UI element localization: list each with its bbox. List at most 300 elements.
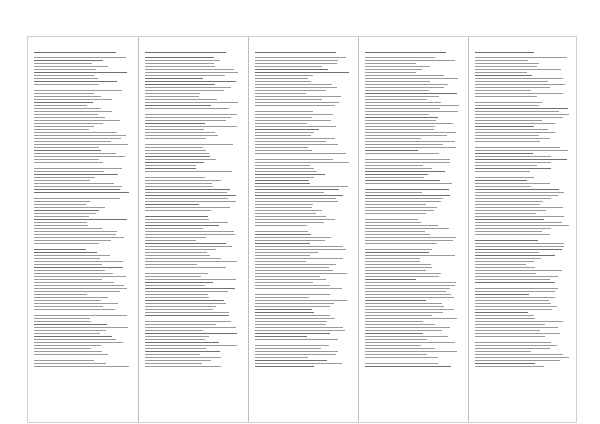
text-line	[255, 216, 326, 217]
text-line	[145, 294, 208, 295]
text-line	[255, 180, 309, 181]
text-line	[255, 342, 315, 343]
text-line	[34, 306, 103, 307]
text-line	[255, 174, 325, 175]
text-line	[475, 120, 542, 121]
text-line	[34, 219, 127, 220]
text-line	[365, 165, 423, 166]
text-line	[145, 102, 238, 103]
text-line	[34, 348, 91, 349]
text-line	[255, 123, 307, 124]
text-line	[145, 147, 203, 148]
text-line	[365, 84, 448, 85]
text-line	[145, 195, 236, 196]
text-line	[34, 282, 114, 283]
text-line	[34, 90, 122, 91]
text-line	[475, 243, 564, 244]
text-line	[145, 90, 224, 91]
text-line	[145, 156, 210, 157]
text-line	[255, 351, 338, 352]
text-line	[255, 189, 339, 190]
text-line	[475, 90, 531, 91]
text-line	[255, 324, 326, 325]
text-line	[145, 354, 200, 355]
text-line	[365, 174, 428, 175]
text-line	[145, 249, 216, 250]
text-line	[475, 282, 555, 283]
text-line	[475, 366, 544, 367]
text-line	[145, 345, 237, 346]
text-line	[475, 93, 563, 94]
text-line	[475, 63, 539, 64]
text-line	[365, 249, 432, 250]
text-line	[255, 147, 308, 148]
text-line	[34, 123, 103, 124]
text-line	[475, 60, 528, 61]
text-line	[475, 225, 569, 226]
text-line	[475, 222, 562, 223]
text-line	[475, 192, 564, 193]
text-line	[255, 57, 346, 58]
text-line	[34, 354, 108, 355]
text-line	[34, 258, 100, 259]
text-line	[255, 252, 318, 253]
text-line	[365, 261, 420, 262]
text-line	[255, 141, 326, 142]
text-line	[365, 162, 450, 163]
text-line	[145, 210, 211, 211]
text-line	[365, 111, 458, 112]
column-1-body-text	[34, 57, 134, 367]
text-line	[475, 357, 569, 358]
text-line	[255, 300, 347, 301]
text-line	[475, 183, 550, 184]
text-line	[34, 135, 126, 136]
text-line	[34, 324, 107, 325]
text-line	[255, 90, 326, 91]
text-line	[145, 183, 212, 184]
text-line	[145, 162, 204, 163]
text-line	[145, 141, 196, 142]
text-line	[34, 336, 112, 337]
text-line	[365, 288, 450, 289]
text-line	[145, 105, 211, 106]
text-line	[255, 72, 349, 73]
text-line	[34, 114, 98, 115]
text-line	[34, 222, 87, 223]
column-1-title	[34, 43, 134, 49]
text-line	[255, 303, 334, 304]
text-line	[34, 144, 128, 145]
text-line	[255, 294, 330, 295]
text-line	[255, 153, 346, 154]
text-line	[255, 249, 346, 250]
text-line	[365, 297, 454, 298]
text-line	[365, 363, 438, 364]
text-line	[365, 333, 423, 334]
text-line	[475, 228, 551, 229]
text-line	[145, 150, 206, 151]
text-line	[365, 156, 423, 157]
text-line	[145, 348, 206, 349]
text-line	[34, 279, 102, 280]
text-line	[255, 84, 332, 85]
text-line	[365, 81, 430, 82]
text-line	[365, 339, 427, 340]
text-line	[475, 87, 550, 88]
text-line	[255, 291, 337, 292]
text-line	[255, 105, 335, 106]
text-line	[475, 264, 526, 265]
text-line	[255, 237, 331, 238]
text-line	[255, 360, 327, 361]
text-line	[475, 219, 544, 220]
column-3-title	[255, 43, 354, 49]
text-line	[365, 366, 451, 367]
text-line	[34, 201, 90, 202]
text-line	[34, 192, 129, 193]
text-line	[255, 159, 333, 160]
text-line	[475, 312, 528, 313]
text-line	[145, 225, 219, 226]
text-line	[475, 114, 569, 115]
text-line	[255, 225, 307, 226]
text-line	[475, 297, 555, 298]
text-line	[365, 120, 436, 121]
text-line	[475, 354, 563, 355]
text-line	[475, 198, 551, 199]
text-line	[34, 75, 94, 76]
text-line	[145, 240, 196, 241]
text-line	[475, 210, 546, 211]
text-line	[475, 123, 555, 124]
text-line	[255, 222, 324, 223]
text-line	[475, 249, 562, 250]
text-line	[145, 114, 237, 115]
text-line	[145, 333, 237, 334]
text-line	[145, 261, 237, 262]
text-line	[255, 348, 321, 349]
text-line	[34, 213, 96, 214]
text-line	[255, 288, 342, 289]
text-line	[34, 93, 94, 94]
text-line	[34, 216, 89, 217]
text-line	[145, 132, 215, 133]
text-line	[475, 129, 548, 130]
text-line	[365, 336, 448, 337]
text-line	[145, 138, 206, 139]
text-line	[475, 57, 567, 58]
text-line	[145, 135, 218, 136]
text-line	[365, 222, 421, 223]
text-line	[255, 366, 314, 367]
text-line	[365, 303, 442, 304]
text-line	[365, 99, 427, 100]
text-line	[145, 321, 231, 322]
text-line	[255, 135, 311, 136]
text-line	[34, 99, 112, 100]
text-line	[255, 258, 343, 259]
text-line	[145, 342, 219, 343]
text-line	[475, 330, 540, 331]
text-line	[475, 189, 559, 190]
text-line	[255, 318, 335, 319]
text-line	[145, 306, 216, 307]
text-line	[145, 84, 215, 85]
text-line	[255, 132, 314, 133]
text-line	[475, 270, 562, 271]
text-line	[365, 237, 456, 238]
text-line	[34, 165, 127, 166]
text-line	[365, 351, 457, 352]
column-3-title-underline	[255, 52, 336, 53]
text-line	[145, 270, 197, 271]
text-line	[365, 243, 437, 244]
text-line	[475, 306, 557, 307]
text-line	[475, 69, 561, 70]
text-line	[255, 285, 330, 286]
text-line	[475, 324, 545, 325]
text-line	[475, 84, 565, 85]
text-line	[255, 363, 342, 364]
text-line	[255, 357, 308, 358]
text-line	[145, 144, 233, 145]
text-line	[475, 348, 550, 349]
text-line	[34, 300, 101, 301]
text-line	[34, 66, 108, 67]
text-line	[365, 186, 440, 187]
text-line	[475, 99, 532, 100]
text-line	[145, 213, 206, 214]
text-line	[145, 318, 212, 319]
text-line	[34, 294, 87, 295]
text-line	[34, 72, 127, 73]
text-line	[475, 207, 563, 208]
text-line	[255, 297, 309, 298]
text-line	[145, 360, 211, 361]
text-line	[34, 210, 99, 211]
text-line	[365, 78, 458, 79]
text-line	[475, 96, 537, 97]
text-line	[255, 102, 339, 103]
text-line	[475, 126, 534, 127]
column-1	[28, 37, 138, 422]
text-line	[365, 126, 435, 127]
text-line	[365, 150, 418, 151]
text-line	[365, 348, 435, 349]
text-line	[365, 192, 422, 193]
text-line	[145, 339, 205, 340]
text-line	[145, 279, 236, 280]
text-line	[34, 249, 86, 250]
text-line	[365, 144, 443, 145]
text-line	[255, 126, 336, 127]
text-line	[255, 87, 337, 88]
text-line	[475, 132, 555, 133]
text-line	[365, 66, 430, 67]
text-line	[145, 297, 209, 298]
text-line	[475, 336, 545, 337]
text-line	[255, 333, 330, 334]
text-line	[365, 258, 420, 259]
text-line	[365, 114, 429, 115]
text-line	[145, 228, 203, 229]
text-line	[475, 102, 542, 103]
text-line	[255, 321, 327, 322]
text-line	[255, 315, 330, 316]
text-line	[145, 81, 236, 82]
text-line	[34, 276, 126, 277]
text-line	[475, 327, 558, 328]
text-line	[34, 87, 124, 88]
text-line	[475, 342, 551, 343]
text-line	[255, 231, 308, 232]
text-line	[255, 165, 310, 166]
text-line	[475, 285, 536, 286]
text-line	[145, 336, 209, 337]
text-line	[255, 330, 345, 331]
text-line	[475, 339, 560, 340]
text-line	[255, 186, 348, 187]
text-line	[34, 186, 122, 187]
text-line	[365, 213, 426, 214]
text-line	[145, 207, 230, 208]
text-line	[365, 324, 435, 325]
text-line	[365, 147, 456, 148]
text-line	[255, 264, 336, 265]
text-line	[255, 306, 330, 307]
text-line	[365, 60, 455, 61]
text-line	[145, 216, 208, 217]
text-line	[34, 126, 94, 127]
text-line	[145, 66, 215, 67]
text-line	[365, 225, 438, 226]
text-line	[34, 81, 117, 82]
text-line	[34, 189, 120, 190]
text-line	[255, 198, 336, 199]
text-line	[255, 69, 328, 70]
text-line	[34, 315, 127, 316]
text-line	[34, 162, 103, 163]
text-line	[475, 174, 532, 175]
text-line	[145, 168, 196, 169]
text-line	[475, 117, 563, 118]
text-line	[145, 60, 220, 61]
text-line	[34, 246, 122, 247]
text-line	[475, 168, 551, 169]
text-line	[145, 111, 213, 112]
text-line	[145, 324, 216, 325]
text-line	[475, 180, 527, 181]
text-line	[475, 204, 540, 205]
text-line	[145, 186, 213, 187]
column-4	[358, 37, 468, 422]
text-line	[34, 273, 113, 274]
column-5-body-text	[475, 57, 574, 367]
text-line	[475, 273, 536, 274]
text-line	[365, 171, 445, 172]
text-line	[255, 339, 338, 340]
text-line	[365, 129, 434, 130]
text-line	[475, 309, 552, 310]
text-line	[145, 108, 229, 109]
text-line	[365, 201, 441, 202]
text-line	[475, 252, 539, 253]
text-line	[34, 171, 104, 172]
text-line	[145, 219, 209, 220]
text-line	[365, 342, 455, 343]
text-line	[145, 120, 226, 121]
text-line	[475, 234, 550, 235]
text-line	[145, 300, 224, 301]
text-line	[475, 66, 537, 67]
text-line	[34, 270, 105, 271]
text-line	[34, 120, 120, 121]
text-line	[365, 294, 451, 295]
text-line	[475, 153, 533, 154]
column-4-title-underline	[365, 52, 446, 53]
text-line	[145, 192, 227, 193]
text-line	[365, 300, 426, 301]
text-line	[365, 231, 425, 232]
text-line	[34, 129, 89, 130]
text-line	[145, 123, 205, 124]
text-line	[145, 72, 238, 73]
text-line	[145, 63, 214, 64]
text-line	[34, 96, 101, 97]
text-line	[145, 285, 205, 286]
text-line	[34, 63, 92, 64]
text-line	[365, 87, 444, 88]
text-line	[255, 177, 314, 178]
text-line	[255, 282, 313, 283]
text-line	[365, 228, 449, 229]
text-line	[34, 156, 125, 157]
text-line	[34, 180, 90, 181]
text-line	[475, 246, 564, 247]
text-line	[255, 63, 337, 64]
text-line	[34, 69, 96, 70]
text-line	[475, 162, 551, 163]
text-line	[365, 75, 444, 76]
text-line	[34, 351, 102, 352]
text-line	[34, 231, 117, 232]
text-line	[34, 330, 106, 331]
text-line	[365, 255, 455, 256]
column-4-title	[365, 43, 464, 49]
text-line	[475, 255, 555, 256]
text-line	[255, 219, 335, 220]
column-5	[468, 37, 577, 422]
text-line	[475, 111, 559, 112]
text-line	[145, 243, 226, 244]
text-line	[255, 192, 324, 193]
text-line	[365, 279, 416, 280]
text-line	[255, 354, 336, 355]
text-line	[145, 291, 228, 292]
text-line	[34, 363, 106, 364]
text-line	[475, 138, 550, 139]
text-line	[365, 90, 429, 91]
column-4-body-text	[365, 57, 464, 367]
text-line	[255, 240, 325, 241]
text-line	[365, 108, 440, 109]
text-line	[34, 57, 126, 58]
text-line	[365, 216, 445, 217]
text-line	[255, 345, 329, 346]
text-line	[34, 342, 123, 343]
text-line	[365, 318, 457, 319]
